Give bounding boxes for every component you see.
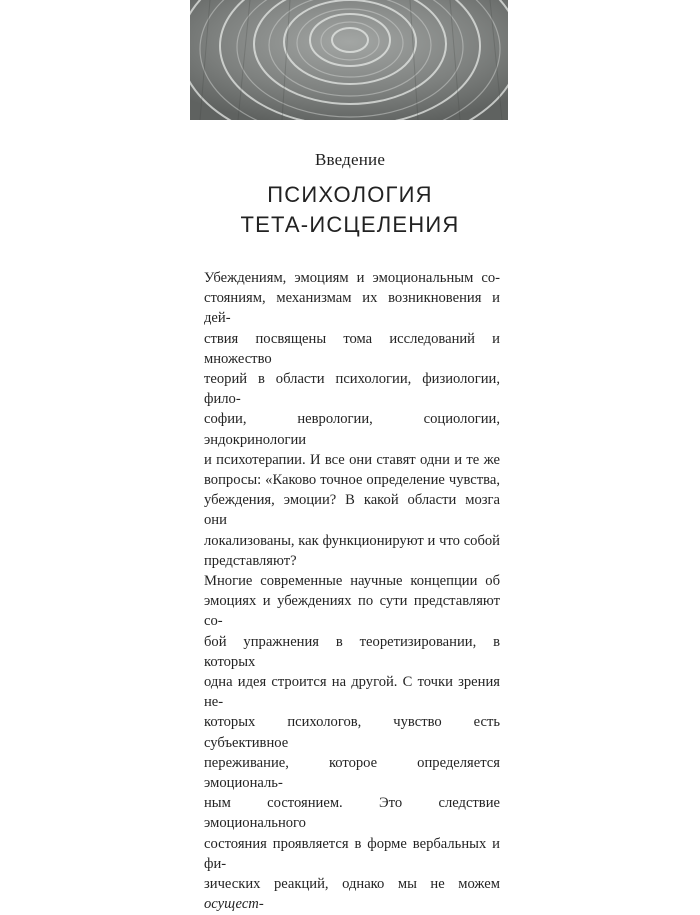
text-line-last bbox=[204, 874, 500, 914]
text-line: эмоциях и убеждениях по сути представляют со- bbox=[204, 593, 500, 630]
text-line: которых психологов, чувство есть субъективное bbox=[204, 714, 500, 751]
text-line: Многие современные научные концепции об bbox=[204, 573, 500, 590]
italic-fragment: осущест- bbox=[204, 896, 264, 913]
text-line: представляют? bbox=[204, 552, 297, 569]
text-line: локализованы, как функционируют и что собой bbox=[204, 532, 500, 549]
body-text bbox=[204, 268, 500, 915]
paragraph-1 bbox=[204, 268, 500, 571]
paragraph-2 bbox=[204, 571, 500, 914]
text-line: убеждения, эмоции? В какой области мозга они bbox=[204, 492, 500, 529]
text-fragment: зических реакций, однако мы не можем bbox=[204, 876, 500, 893]
text-line: переживание, которое определяется эмоциональ- bbox=[204, 754, 500, 792]
chapter-title bbox=[0, 180, 700, 240]
text-line: Убеждениям, эмоциям и эмоциональным со- bbox=[204, 270, 500, 286]
text-line: ствия посвящены тома исследований и множество bbox=[204, 330, 500, 367]
chapter-title-line-2: ТЕТА-ИСЦЕЛЕНИЯ bbox=[240, 212, 460, 237]
text-line: вопросы: «Каково точное определение чувства, bbox=[204, 472, 500, 489]
text-line: и психотерапии. И все они ставят одни и те же bbox=[204, 451, 500, 468]
chapter-title-line-1: ПСИХОЛОГИЯ bbox=[267, 182, 433, 207]
text-line: теорий в области психологии, физиологии, фило- bbox=[204, 371, 500, 408]
text-line: бой упражнения в теоретизировании, в которых bbox=[204, 633, 500, 670]
decorative-swirl-image bbox=[190, 0, 508, 120]
text-line: стояниям, механизмам их возникновения и дей- bbox=[204, 290, 500, 327]
text-line: ным состоянием. Это следствие эмоционального bbox=[204, 795, 500, 832]
text-line: одна идея строится на другой. С точки зрения не- bbox=[204, 674, 500, 711]
chapter-label: Введение bbox=[314, 150, 386, 169]
text-line: софии, неврологии, социологии, эндокринологии bbox=[204, 411, 500, 448]
text-line: состояния проявляется в форме вербальных и фи- bbox=[204, 835, 500, 872]
